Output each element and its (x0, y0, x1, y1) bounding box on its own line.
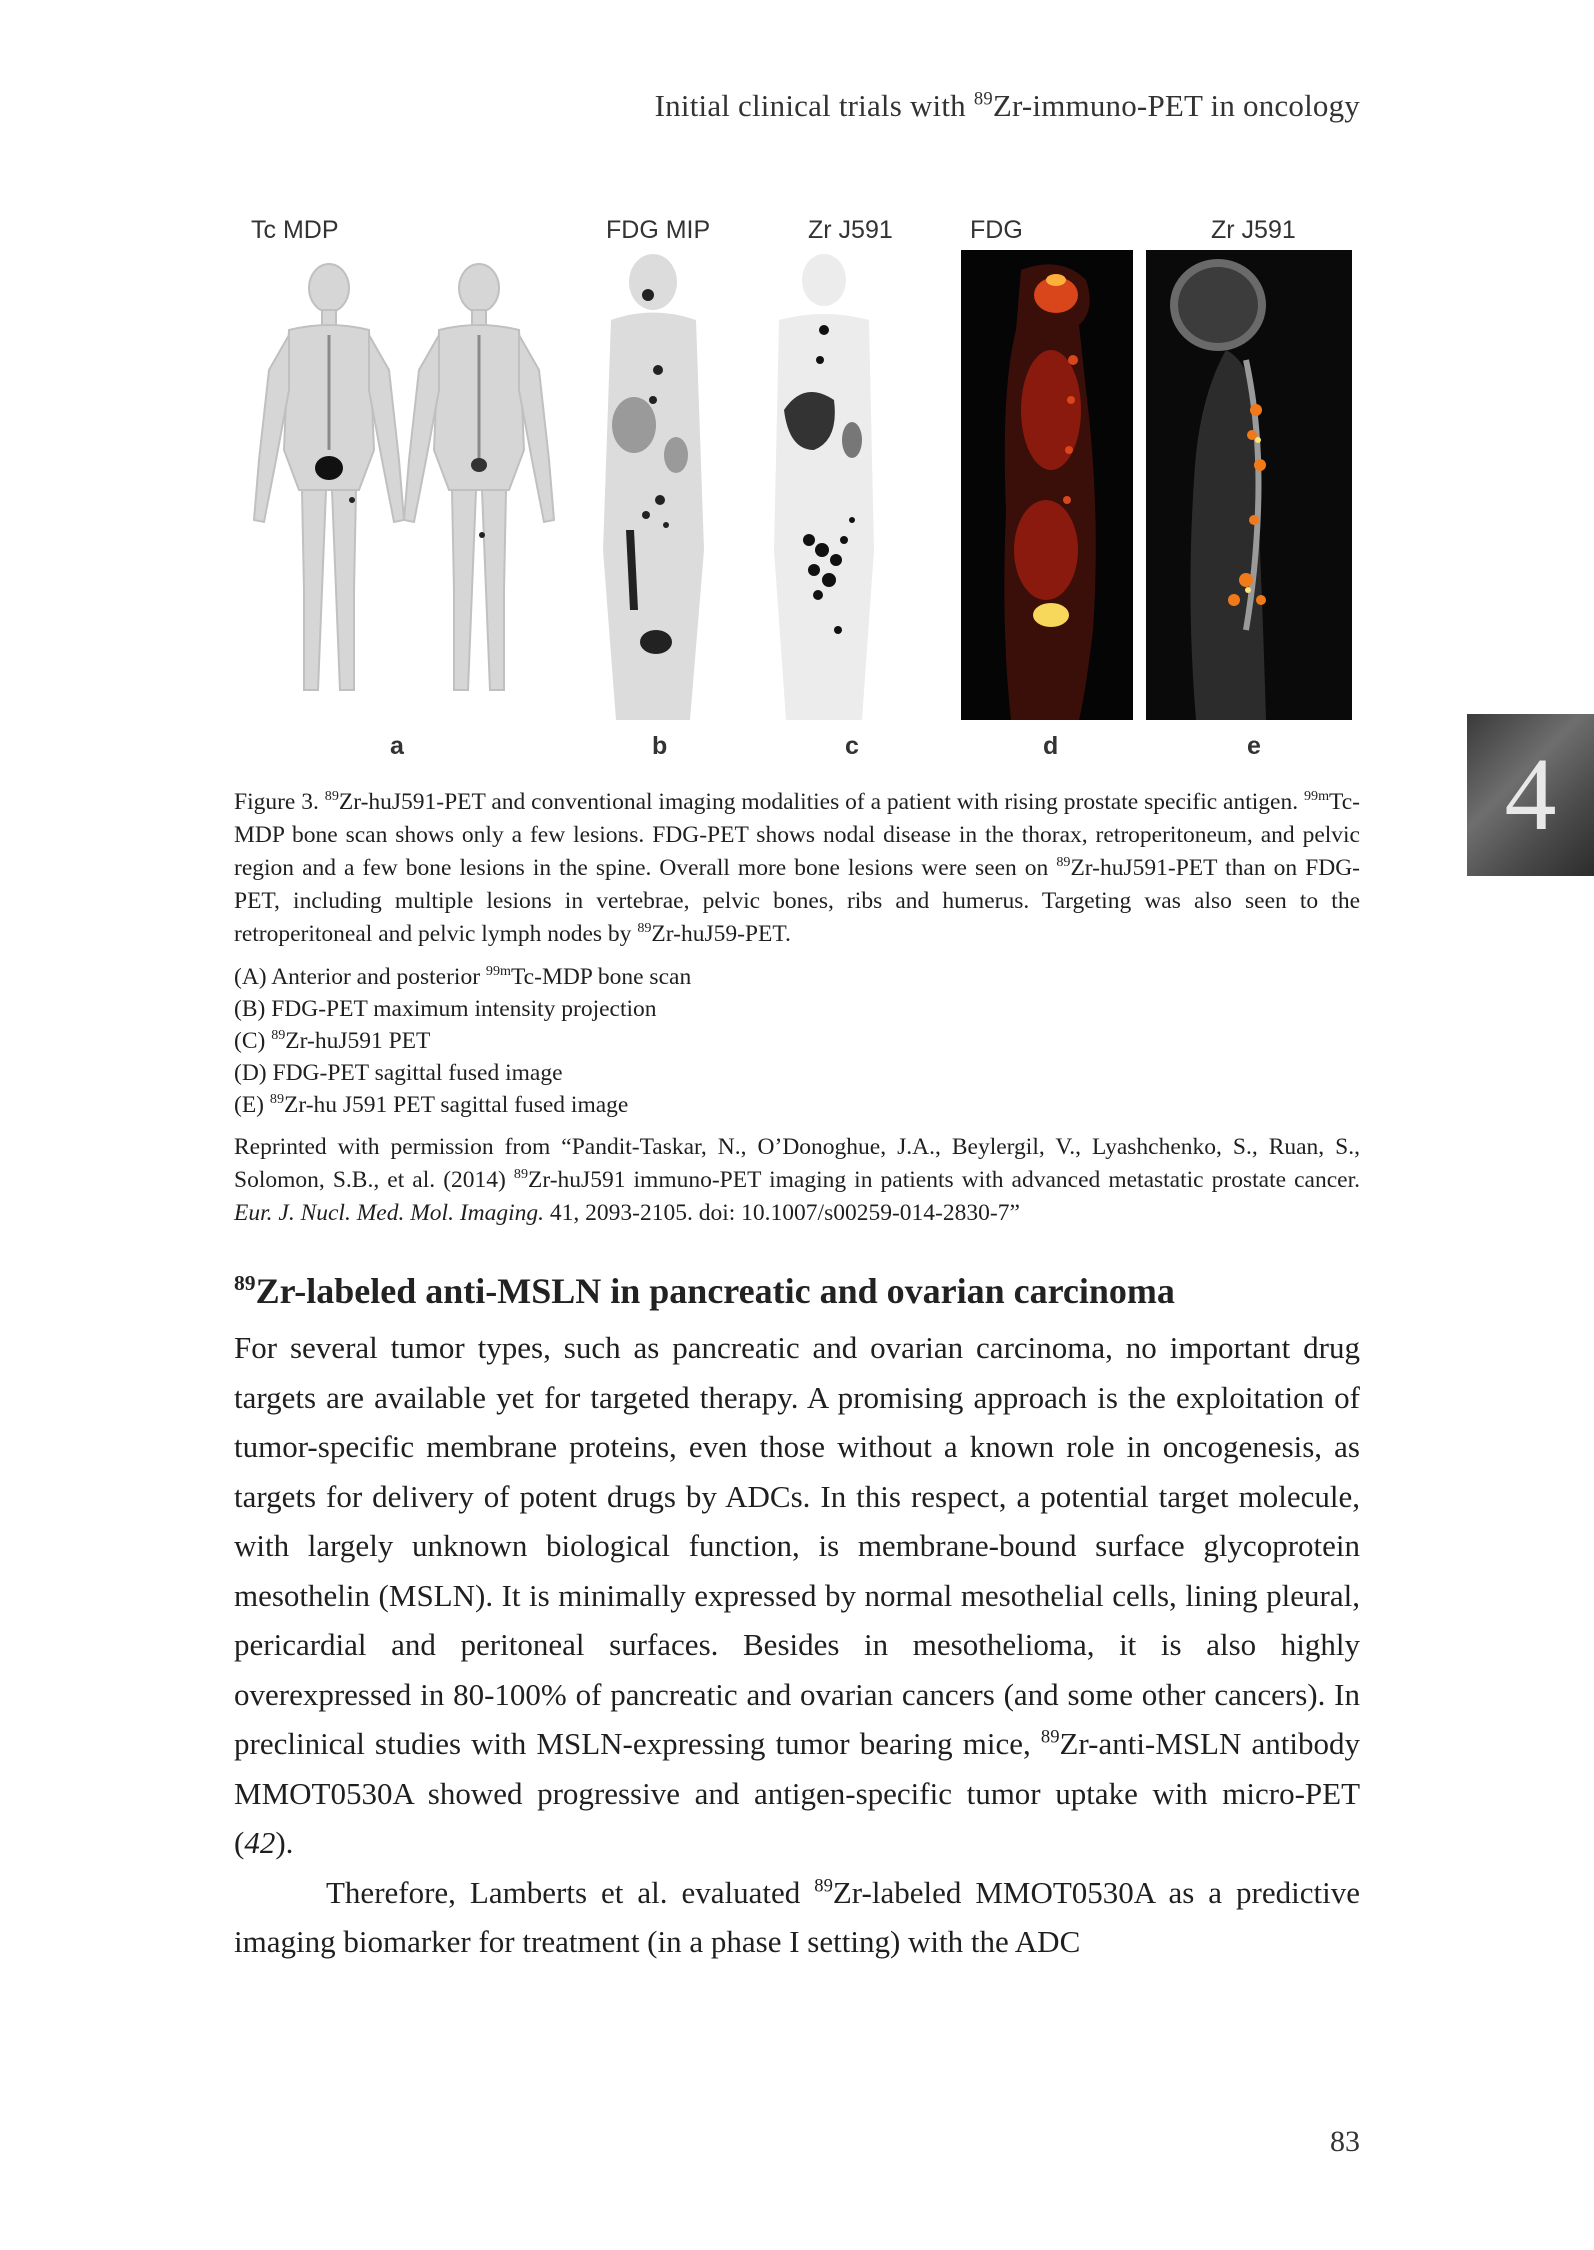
fdg-mip-image (586, 250, 721, 720)
caption-panel-list (234, 961, 1360, 1121)
figure-label-fdg: FDG (970, 216, 1023, 244)
panel-a-bone-scan (234, 250, 574, 720)
figure-label-zr-j591-sagittal: Zr J591 (1211, 216, 1296, 244)
zr-j591-image (754, 250, 894, 720)
zr-sagittal-image (1146, 250, 1352, 720)
panel-letter-b: b (652, 732, 668, 760)
running-header: Initial clinical trials with $^{89}$Zr-immuno-PET in oncology (654, 88, 1360, 123)
panel-c-zr-j591 (754, 250, 894, 720)
figure-label-tc-mdp: Tc MDP (251, 216, 339, 244)
fdg-sagittal-image (961, 250, 1133, 720)
caption-item-c: (C) $^{89}$Zr-huJ591 PET (234, 1027, 431, 1054)
panel-b-fdg-mip (586, 250, 721, 720)
page-number: 83 (1330, 2125, 1360, 2158)
figure-caption (234, 786, 1360, 1230)
caption-item-a: (A) Anterior and posterior $^{99m}$Tc-MDP bone scan (234, 963, 692, 990)
figure-label-zr-j591: Zr J591 (808, 216, 893, 244)
figure-3 (234, 210, 1360, 775)
citation-link: 42 (244, 1825, 276, 1860)
caption-text: Figure 3. $^{89}$Zr-huJ591-PET and conventional imaging modalities of a patient with rising prostate specific antigen. $^{99m}$Tc-MDP bone scan shows only a few lesions. FDG-PET shows nodal disease in the thorax, retroperitoneum, and pelvic region and a few bone lesions in the spine. Overall more bone lesions were seen on $^{89}$Zr-huJ591-PET than on FDG-PET, including multiple lesions in vertebrae, pelvic bones, ribs and humerus. Targeting was also seen to the retroperitoneal and pelvic lymph nodes by $^{89}$Zr-huJ59-PET. (234, 788, 1361, 947)
figure-label-fdg-mip: FDG MIP (606, 216, 711, 244)
bone-scan-image (234, 250, 574, 720)
section-heading: $^{89}$Zr-labeled anti-MSLN in pancreatic and ovarian carcinoma (234, 1271, 1175, 1311)
body-paragraph-2: Therefore, Lamberts et al. evaluated $^{89}$Zr-labeled MMOT0530A as a predictive imaging biomarker for treatment (in a phase I setting) with the ADC (234, 1874, 1360, 1959)
panel-e-zr-sagittal (1146, 250, 1352, 720)
reprint-notice: Reprinted with permission from “Pandit-Taskar, N., O’Donoghue, J.A., Beylergil, V., Lyashchenko, S., Ruan, S., Solomon, S.B., et al. (2014) $^{89}$Zr-huJ591 immuno-PET imaging in patients with advanced metastatic prostate cancer. Eur. J. Nucl. Med. Mol. Imaging. 41, 2093-2105. doi: 10.1007/s00259-014-2830-7” (234, 1134, 1360, 1226)
panel-d-fdg-sagittal (961, 250, 1133, 720)
panel-letter-a: a (390, 732, 404, 760)
caption-item-b: (B) FDG-PET maximum intensity projection (234, 996, 657, 1022)
chapter-tab: 4 (1467, 714, 1594, 876)
panel-letter-e: e (1247, 732, 1261, 760)
caption-item-d: (D) FDG-PET sagittal fused image (234, 1060, 563, 1086)
body-paragraph-1: For several tumor types, such as pancreatic and ovarian carcinoma, no important drug targets are available yet for targeted therapy. A promising approach is the exploitation of tumor-specific membrane proteins, even those without a known role in oncogenesis, as targets for delivery of potent drugs by ADCs. In this respect, a potential target molecule, with largely unknown biological function, is membrane-bound surface glycoprotein mesothelin (MSLN). It is minimally expressed by normal mesothelial cells, lining pleural, pericardial and peritoneal surfaces. Besides in mesothelioma, it is also highly overexpressed in 80-100% of pancreatic and ovarian cancers (and some other cancers). In preclinical studies with MSLN-expressing tumor bearing mice, $^{89}$Zr-anti-MSLN antibody MMOT0530A showed progressive and antigen-specific tumor uptake with micro-PET (42). (234, 1330, 1360, 1860)
caption-item-e: (E) $^{89}$Zr-hu J591 PET sagittal fused image (234, 1091, 629, 1118)
body-text (234, 1323, 1360, 1967)
panel-letter-d: d (1043, 732, 1059, 760)
panel-letter-c: c (845, 732, 859, 760)
